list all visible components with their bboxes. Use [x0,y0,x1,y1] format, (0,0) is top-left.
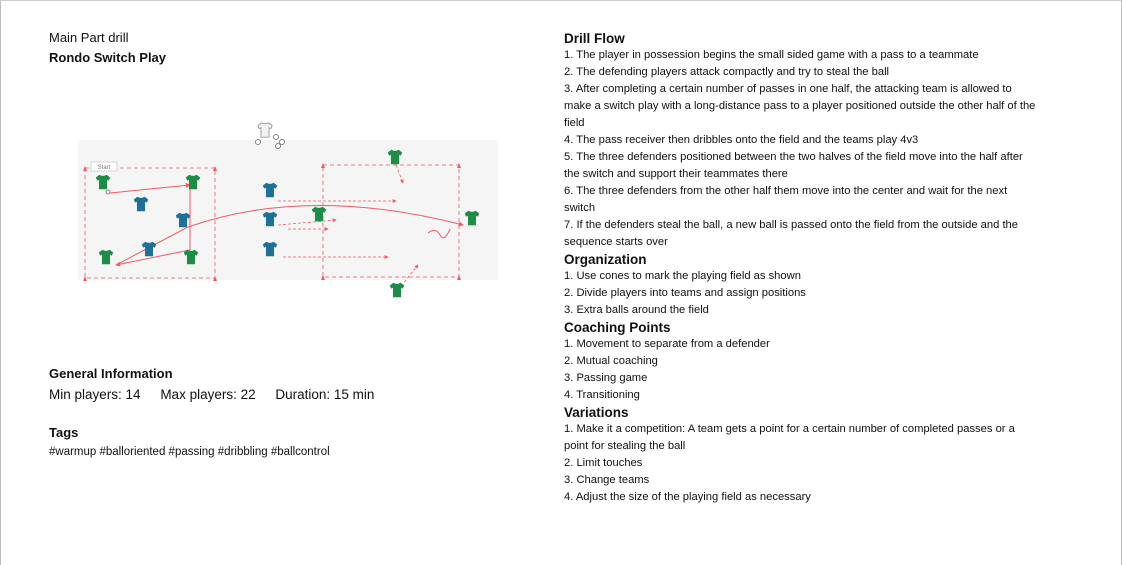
general-information-heading: General Information [49,366,173,381]
list-item: make a switch play with a long-distance pass to a player positioned outside the other half of the [564,100,1036,112]
list-item: 1. Make it a competition: A team gets a point for a certain number of completed passes or a [564,423,1015,435]
list-item: point for stealing the ball [564,440,686,452]
coach-jersey-icon [258,123,272,137]
list-item: field [564,117,585,129]
organization-heading: Organization [564,252,647,267]
list-item: 3. Change teams [564,474,650,486]
list-item: 4. Adjust the size of the playing field as necessary [564,491,811,503]
coaching-points-heading: Coaching Points [564,320,671,335]
list-item: 3. Extra balls around the field [564,304,709,316]
list-item: 6. The three defenders from the other half them move into the center and wait for the next [564,185,1008,197]
list-item: the switch and support their teammates there [564,168,788,180]
list-item: 7. If the defenders steal the ball, a new ball is passed onto the field from the outside and the [564,219,1019,231]
tags-heading: Tags [49,425,79,440]
drill-flow-heading: Drill Flow [564,31,625,46]
list-item: 3. Passing game [564,372,648,384]
coaching-points-list [564,336,1064,404]
list-item: 4. Transitioning [564,389,640,401]
variations-heading: Variations [564,405,629,420]
tags-list: #warmup #balloriented #passing #dribbling #ballcontrol [49,446,330,458]
drill-flow-list [564,47,1064,251]
general-information [49,366,519,404]
start-label: Start [97,165,111,171]
list-item: 1. Use cones to mark the playing field as shown [564,270,801,282]
min-players: Min players: 14 [49,387,141,402]
variations-list [564,421,1064,506]
list-item: 2. The defending players attack compactly and try to steal the ball [564,66,890,78]
drill-header [49,30,519,67]
general-information-values [49,386,519,404]
drill-category: Main Part drill [49,30,129,45]
max-players: Max players: 22 [160,387,256,402]
list-item: 1. Movement to separate from a defender [564,338,770,350]
duration: Duration: 15 min [275,387,375,402]
list-item: 1. The player in possession begins the small sided game with a pass to a teammate [564,49,979,61]
list-item: 2. Divide players into teams and assign positions [564,287,806,299]
list-item: sequence starts over [564,236,668,248]
drill-details [564,30,1064,506]
list-item: 3. After completing a certain number of passes in one half, the attacking team is allowed to [564,83,1012,95]
organization-list [564,268,1064,319]
list-item: 4. The pass receiver then dribbles onto the field and the teams play 4v3 [564,134,919,146]
tags-section [49,425,519,459]
list-item: 2. Limit touches [564,457,643,469]
green-player-jersey-icon [390,283,404,297]
list-item: switch [564,202,596,214]
list-item: 5. The three defenders positioned between the two halves of the field move into the half after [564,151,1023,163]
list-item: 2. Mutual coaching [564,355,658,367]
drill-diagram [78,115,498,305]
drill-title: Rondo Switch Play [49,50,167,65]
